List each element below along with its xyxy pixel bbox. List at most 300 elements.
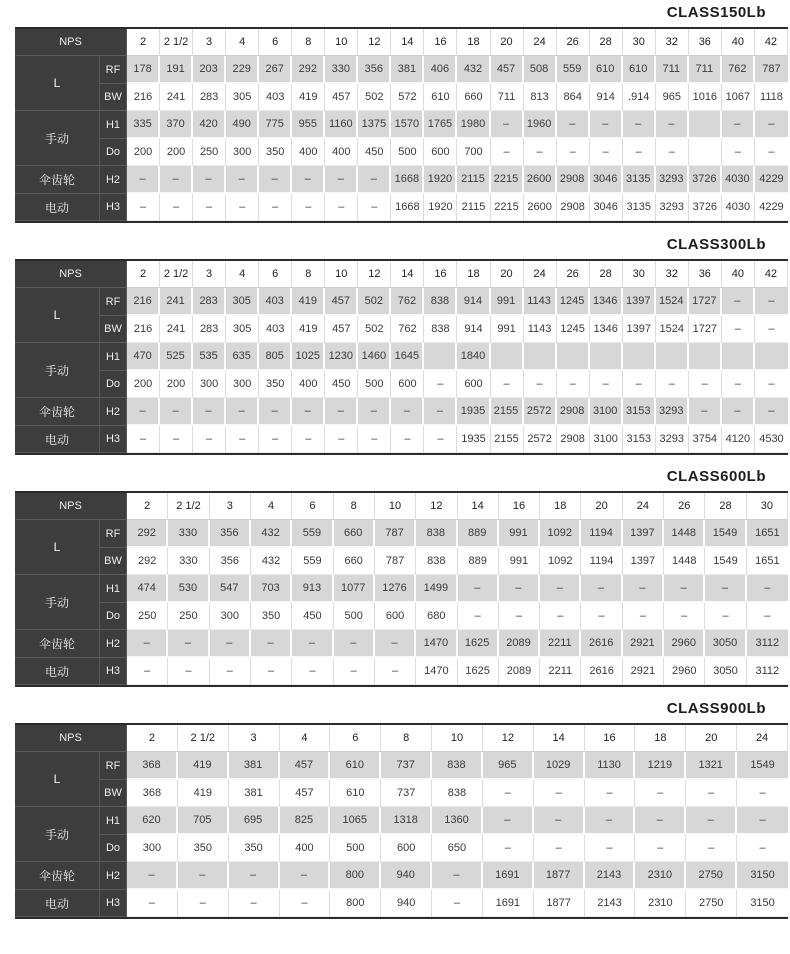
table-cell: – [656,111,689,139]
table-row [15,316,788,343]
table-cell: 1092 [540,548,581,575]
column-header: 16 [585,725,636,752]
table-cell: – [656,371,689,398]
column-header: 6 [330,725,381,752]
table-cell: 525 [160,343,193,371]
table-cell: 400 [325,139,358,166]
table-cell: – [540,575,581,603]
row-sub-label: Do [100,835,127,862]
table-cell: – [424,426,457,453]
table-cell: 2921 [623,658,664,685]
table-cell: – [168,658,209,685]
table-cell: 2572 [524,398,557,426]
table-cell: – [722,316,755,343]
column-header: 16 [424,261,457,288]
row-sub-label: BW [100,316,127,343]
column-header: 20 [491,261,524,288]
table-cell: 368 [127,780,178,807]
table-cell: – [755,371,788,398]
column-header: 8 [292,29,325,56]
table-cell: 267 [259,56,292,84]
table-cell: 1470 [416,658,457,685]
table-cell: 1245 [557,288,590,316]
table-cell: – [722,111,755,139]
table-cell: – [193,166,226,194]
column-header: 10 [325,29,358,56]
column-header: 14 [391,29,424,56]
table-cell: 356 [358,56,391,84]
table-cell: 838 [416,520,457,548]
table-cell: .914 [623,84,656,111]
table-cell: – [590,371,623,398]
table-cell: 500 [330,835,381,862]
table-cell: 292 [292,56,325,84]
column-header: 2 [127,725,178,752]
table-cell: – [251,658,292,685]
row-group-label: 伞齿轮 [15,166,100,194]
row-group-label: 伞齿轮 [15,862,100,890]
table-cell: 2960 [664,630,705,658]
table-row [15,630,788,658]
table-cell: 250 [127,603,168,630]
table-cell: 450 [358,139,391,166]
table-cell: 2960 [664,658,705,685]
table-cell [656,343,689,371]
table-cell: 787 [755,56,788,84]
table-cell: 403 [259,84,292,111]
table-cell: 241 [160,288,193,316]
table-cell: 1668 [391,194,424,221]
table-cell: 1920 [424,166,457,194]
table-cell: 2143 [585,862,636,890]
table-cell: 419 [292,288,325,316]
column-header: 3 [193,261,226,288]
row-sub-label: H1 [100,575,127,603]
column-header: 16 [499,493,540,520]
column-header: 18 [457,29,490,56]
table-cell: 229 [226,56,259,84]
table-cell: 330 [168,548,209,575]
table-row [15,111,788,139]
row-group-label: 电动 [15,658,100,685]
table-cell: – [656,139,689,166]
column-header: 24 [737,725,788,752]
table-cell: 1346 [590,288,623,316]
table-cell: 914 [457,316,490,343]
column-header: 6 [259,261,292,288]
table-title: CLASS600Lb [666,468,766,485]
column-header: 30 [623,29,656,56]
table-cell: 700 [457,139,490,166]
row-sub-label: Do [100,603,127,630]
table-cell: 403 [259,316,292,343]
table-cell: 1524 [656,316,689,343]
table-cell: 600 [424,139,457,166]
column-header: 6 [292,493,333,520]
table-cell: 1194 [581,520,622,548]
table-cell: 300 [127,835,178,862]
table-cell: 1397 [623,316,656,343]
column-header: 3 [229,725,280,752]
table-cell: – [590,111,623,139]
nps-header-cell: NPS [15,493,127,520]
table-cell [755,343,788,371]
table-cell: 1065 [330,807,381,835]
row-sub-label: H1 [100,111,127,139]
table-cell: – [358,398,391,426]
column-header: 2 [127,261,160,288]
column-header: 2 1/2 [160,261,193,288]
row-group-label: 电动 [15,426,100,453]
table-cell: 600 [391,371,424,398]
column-header: 2 1/2 [160,29,193,56]
row-group-label: L [15,520,100,575]
table-cell: 419 [292,316,325,343]
table-cell: – [358,426,391,453]
table-cell: 419 [178,780,229,807]
row-sub-label: H2 [100,166,127,194]
table-cell: – [755,139,788,166]
table-cell: 3726 [689,194,722,221]
table-cell: 2115 [457,166,490,194]
table-cell: – [499,603,540,630]
spec-table [15,723,788,919]
column-header: 20 [581,493,622,520]
table-cell: 1935 [457,398,490,426]
row-sub-label: RF [100,288,127,316]
table-cell: – [325,194,358,221]
table-cell: 292 [127,548,168,575]
table-cell: 711 [491,84,524,111]
table-cell: – [334,658,375,685]
table-cell: 991 [491,288,524,316]
column-header: 8 [381,725,432,752]
table-cell: 660 [457,84,490,111]
table-cell: 1276 [375,575,416,603]
table-cell: 660 [334,548,375,575]
table-cell: 350 [259,139,292,166]
table-row [15,288,788,316]
table-cell: 1549 [705,520,746,548]
table-title: CLASS900Lb [666,700,766,717]
table-cell: – [755,398,788,426]
table-cell: – [292,426,325,453]
table-cell: 762 [391,316,424,343]
table-cell: 1645 [391,343,424,371]
table-cell: – [259,398,292,426]
table-cell: 283 [193,316,226,343]
table-cell: – [585,807,636,835]
row-sub-label: H3 [100,194,127,221]
table-cell: 3112 [747,630,788,658]
column-header: 28 [590,261,623,288]
table-cell: – [259,426,292,453]
table-cell: 400 [292,371,325,398]
table-cell: 914 [457,288,490,316]
column-header: 24 [524,261,557,288]
table-cell: 955 [292,111,325,139]
table-cell: – [557,111,590,139]
table-cell: – [524,139,557,166]
table-cell: 3100 [590,426,623,453]
table-cell: 805 [259,343,292,371]
table-cell: 1549 [737,752,788,780]
table-cell: – [226,426,259,453]
table-cell: 2143 [585,890,636,917]
table-cell: – [168,630,209,658]
row-group-label: 电动 [15,194,100,221]
table-cell: – [375,630,416,658]
column-header: 24 [524,29,557,56]
table-cell [590,343,623,371]
table-cell: 2089 [499,630,540,658]
table-cell: 530 [168,575,209,603]
table-cell: 2600 [524,194,557,221]
table-cell: 610 [590,56,623,84]
table-cell [689,111,722,139]
table-cell: 600 [375,603,416,630]
table-cell: 547 [210,575,251,603]
table-cell: 457 [280,752,331,780]
table-cell: 3135 [623,194,656,221]
column-header: 32 [656,261,689,288]
table-cell: 216 [127,288,160,316]
column-header: 40 [722,29,755,56]
table-cell: 1067 [722,84,755,111]
table-cell: 2115 [457,194,490,221]
table-cell: – [160,166,193,194]
table-cell: – [226,194,259,221]
table-cell: – [557,139,590,166]
table-cell: 3726 [689,166,722,194]
table-cell: – [483,780,534,807]
table-cell: – [722,371,755,398]
table-cell: 3050 [705,658,746,685]
table-cell: 1524 [656,288,689,316]
table-cell: – [664,603,705,630]
table-header [15,261,788,288]
row-sub-label: H2 [100,862,127,890]
table-cell: – [737,835,788,862]
column-header: 20 [686,725,737,752]
column-header: 36 [689,29,722,56]
table-row [15,752,788,780]
table-cell: 940 [381,890,432,917]
table-cell: 711 [656,56,689,84]
table-cell: – [722,288,755,316]
row-group-label: 手动 [15,111,100,166]
table-cell: 1194 [581,548,622,575]
row-sub-label: BW [100,548,127,575]
table-cell [722,343,755,371]
row-sub-label: H3 [100,426,127,453]
table-cell: – [127,658,168,685]
table-cell: 1691 [483,890,534,917]
table-cell: 450 [325,371,358,398]
table-cell: 1651 [747,548,788,575]
table-row [15,426,788,453]
table-cell: 2750 [686,890,737,917]
table-cell: – [689,398,722,426]
table-cell: 635 [226,343,259,371]
table-cell: – [623,575,664,603]
table-row [15,575,788,603]
table-cell: 474 [127,575,168,603]
table-cell: 610 [424,84,457,111]
table-row [15,139,788,166]
table-cell: – [127,426,160,453]
table-cell: 762 [722,56,755,84]
table-cell: – [491,139,524,166]
table-cell: 737 [381,752,432,780]
table-cell: – [458,603,499,630]
table-cell: – [424,398,457,426]
table-cell: 991 [499,520,540,548]
row-group-label: 手动 [15,343,100,398]
table-cell: 470 [127,343,160,371]
table-cell: – [226,398,259,426]
column-header: 2 [127,493,168,520]
table-header [15,29,788,56]
table-cell: – [755,288,788,316]
table-cell: – [585,835,636,862]
row-sub-label: H2 [100,630,127,658]
table-cell: 300 [193,371,226,398]
table-cell: 1318 [381,807,432,835]
table-cell: 3046 [590,166,623,194]
table-cell [689,139,722,166]
column-header: 18 [540,493,581,520]
table-cell: 400 [292,139,325,166]
table-cell: 406 [424,56,457,84]
table-cell: – [432,890,483,917]
table-cell: 200 [127,139,160,166]
table-cell: – [127,194,160,221]
table-row [15,548,788,575]
table-cell: 1448 [664,520,705,548]
column-header: 30 [623,261,656,288]
column-header: 4 [226,261,259,288]
table-cell: 889 [458,548,499,575]
table-cell: 1143 [524,288,557,316]
column-header: 12 [358,261,391,288]
column-header: 3 [210,493,251,520]
spec-table [15,259,788,455]
class-section-1 [15,236,788,455]
table-cell: – [664,575,705,603]
table-cell: 3293 [656,194,689,221]
table-cell: 508 [524,56,557,84]
table-cell: 1935 [457,426,490,453]
header-row [15,29,788,56]
table-cell: 1130 [585,752,636,780]
column-header: 2 1/2 [178,725,229,752]
column-header: 4 [226,29,259,56]
table-cell [424,343,457,371]
table-cell: – [534,780,585,807]
column-header: 28 [590,29,623,56]
table-cell: 838 [432,752,483,780]
table-cell: – [229,862,280,890]
table-header [15,725,788,752]
row-group-label: L [15,56,100,111]
row-group-label: 电动 [15,890,100,917]
table-cell: 620 [127,807,178,835]
column-header: 36 [689,261,722,288]
table-row [15,862,788,890]
table-cell: – [491,371,524,398]
table-cell: 178 [127,56,160,84]
table-cell: 490 [226,111,259,139]
table-cell: – [755,316,788,343]
column-header: 20 [491,29,524,56]
row-group-label: L [15,288,100,343]
table-cell: 3112 [747,658,788,685]
table-cell: 1397 [623,288,656,316]
table-cell: 600 [381,835,432,862]
table-cell: 283 [193,288,226,316]
table-cell: 2089 [499,658,540,685]
row-group-label: 手动 [15,575,100,630]
column-header: 8 [334,493,375,520]
table-cell: 1499 [416,575,457,603]
table-cell: 3135 [623,166,656,194]
table-cell: – [534,835,585,862]
table-cell: – [432,862,483,890]
table-cell: 381 [391,56,424,84]
column-header: 12 [416,493,457,520]
table-cell: – [375,658,416,685]
table-cell: 200 [160,371,193,398]
table-cell: 650 [432,835,483,862]
table-cell: – [737,807,788,835]
table-cell: 800 [330,890,381,917]
table-cell: 572 [391,84,424,111]
table-cell: 1727 [689,288,722,316]
table-cell: – [160,398,193,426]
table-cell: – [226,166,259,194]
table-cell: 335 [127,111,160,139]
table-cell: 500 [391,139,424,166]
table-row [15,398,788,426]
table-cell: – [280,862,331,890]
table-cell: – [747,575,788,603]
column-header: 32 [656,29,689,56]
column-header: 30 [747,493,788,520]
table-cell: 838 [416,548,457,575]
table-cell: 762 [391,288,424,316]
table-cell: 660 [334,520,375,548]
table-cell: – [391,398,424,426]
table-cell: 381 [229,752,280,780]
row-sub-label: H3 [100,890,127,917]
table-cell: 4120 [722,426,755,453]
table-row [15,166,788,194]
table-cell: – [334,630,375,658]
table-cell: 2908 [557,426,590,453]
table-cell: 737 [381,780,432,807]
table-cell: 2211 [540,630,581,658]
table-cell: – [540,603,581,630]
table-row [15,520,788,548]
table-cell: 787 [375,548,416,575]
column-header: 14 [458,493,499,520]
table-cell: 3153 [623,398,656,426]
row-sub-label: BW [100,84,127,111]
column-header: 4 [251,493,292,520]
table-cell [557,343,590,371]
table-cell: 1321 [686,752,737,780]
